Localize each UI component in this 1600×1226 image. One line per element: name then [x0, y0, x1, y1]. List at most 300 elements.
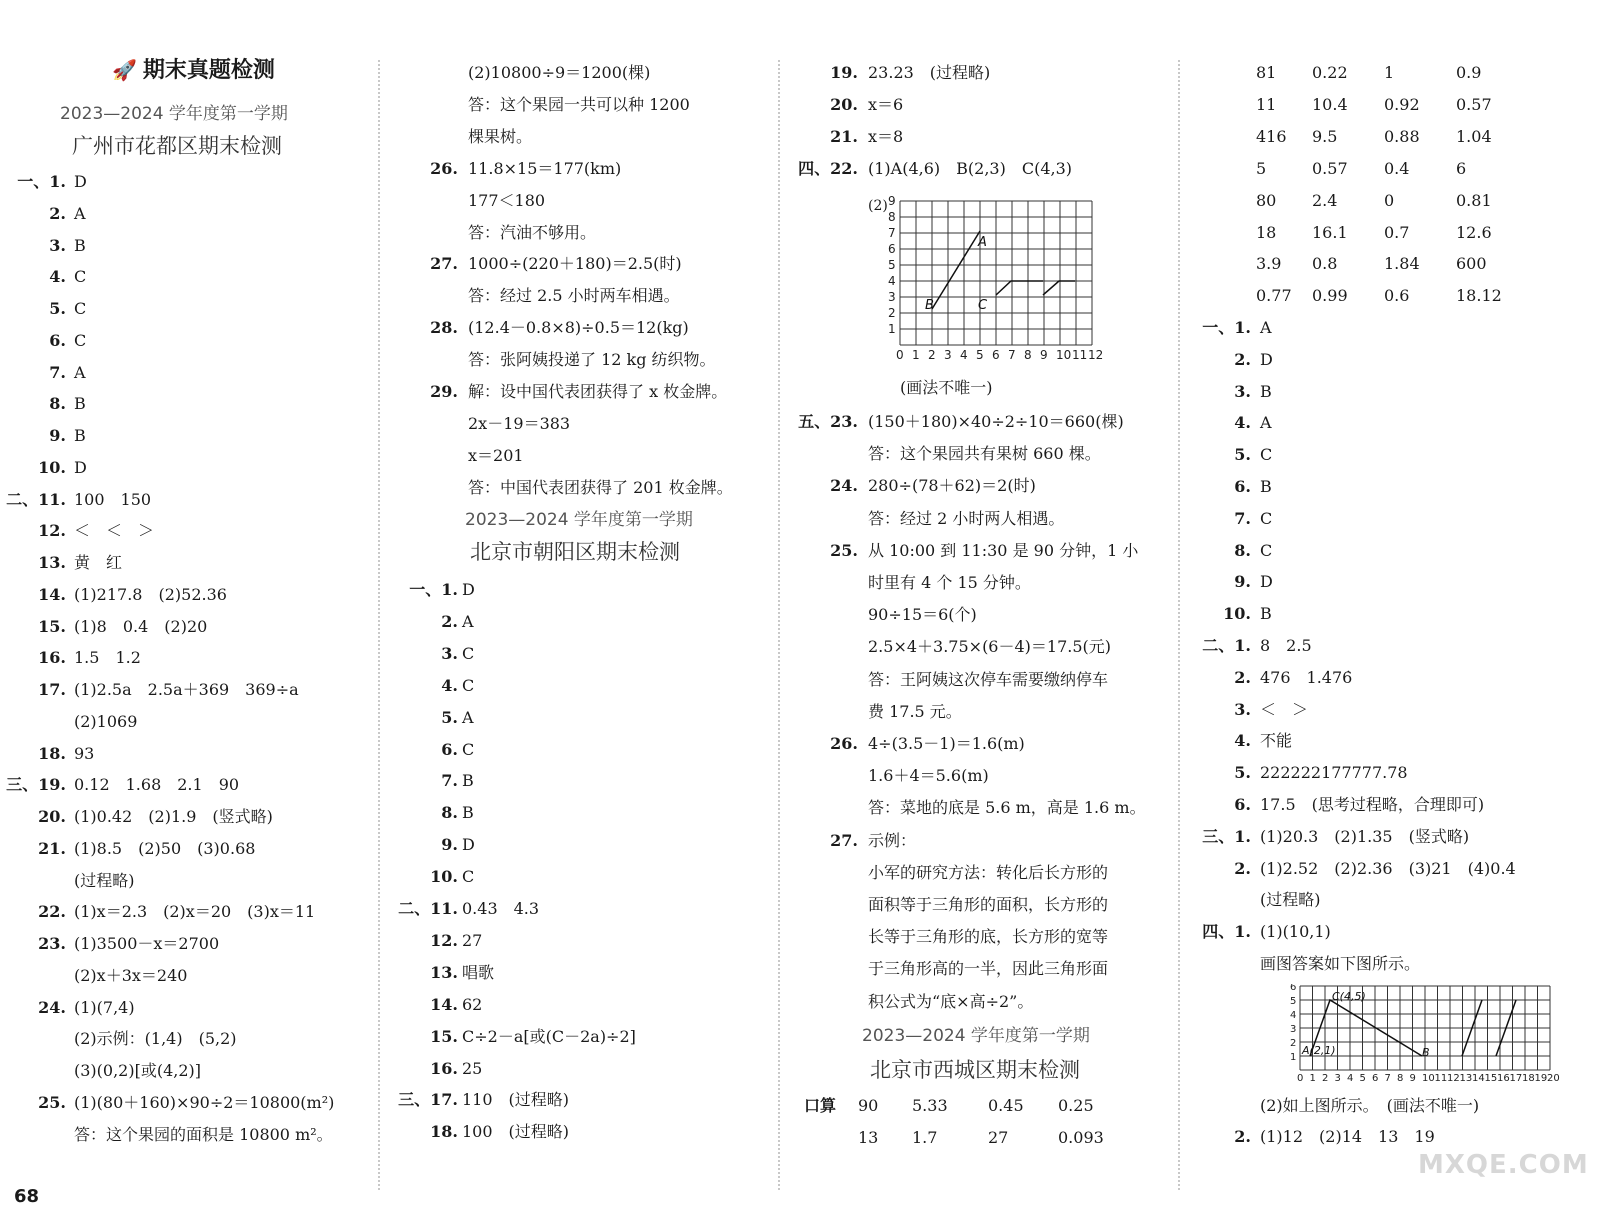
oral-label: 口算 — [804, 1096, 837, 1115]
page-number-text: 68 — [14, 1186, 40, 1207]
table-cell: 0.6 — [1384, 286, 1410, 306]
question-number: 27. — [430, 254, 458, 274]
column-divider — [778, 60, 780, 1190]
table-cell: 16.1 — [1312, 222, 1348, 242]
question-number: 一、1. — [409, 580, 458, 599]
question-number: 26. — [430, 158, 458, 178]
table-cell: 1 — [1384, 63, 1395, 82]
answer-text: 280÷(78＋62)＝2(时) — [868, 476, 1036, 496]
question-number: 18. — [430, 1122, 458, 1142]
answer-text: (1)x＝2.3 (2)x＝20 (3)x＝11 — [74, 902, 316, 922]
answer-text: x＝8 — [868, 127, 904, 146]
oral-cell: 0.45 — [988, 1096, 1024, 1115]
svg-text:0: 0 — [1297, 1073, 1304, 1084]
answer-text: B — [74, 394, 86, 414]
question-number: 8. — [441, 803, 458, 823]
answer-text: 110 (过程略) — [462, 1090, 570, 1110]
term-label: 2023—2024 学年度第一学期 — [60, 104, 288, 124]
question-number: 三、17. — [398, 1090, 458, 1110]
answer-text: 从 10:00 到 11:30 是 90 分钟，1 小 — [868, 540, 1139, 560]
answer-text: (2)示例：(1,4) (5,2) — [74, 1029, 237, 1049]
answer-text: B — [1260, 604, 1272, 624]
table-cell: 2.4 — [1312, 190, 1338, 210]
svg-text:8: 8 — [1397, 1073, 1404, 1084]
question-number: 29. — [430, 382, 458, 401]
question-number: 9. — [49, 426, 66, 445]
svg-text:2: 2 — [1290, 1038, 1297, 1049]
answer-text: 答：菜地的底是 5.6 m，高是 1.6 m。 — [868, 798, 1146, 818]
question-number: 7. — [49, 362, 66, 382]
question-number: 5. — [49, 299, 66, 318]
answer-text: C — [1260, 508, 1273, 528]
svg-text:8: 8 — [1024, 348, 1032, 362]
question-number: 4. — [1234, 731, 1251, 751]
answer-text: C÷2－a[或(C－2a)÷2] — [462, 1026, 636, 1046]
table-cell: 6 — [1456, 158, 1467, 178]
svg-text:17: 17 — [1509, 1073, 1523, 1084]
oral-cell: 90 — [858, 1096, 879, 1115]
question-number: 一、1. — [17, 172, 66, 191]
question-number: 2. — [49, 203, 66, 223]
answer-text: 100 (过程略) — [462, 1122, 570, 1142]
table-cell: 10.4 — [1312, 94, 1348, 114]
section-title-text: 期末真题检测 — [142, 58, 275, 83]
answer-text: (1)(80＋160)×90÷2＝10800(m²) — [74, 1092, 335, 1112]
answer-text: ＜ ＜ ＞ — [74, 521, 155, 541]
table-cell: 600 — [1456, 254, 1487, 274]
answer-text: C — [74, 330, 87, 350]
question-number: 9. — [441, 835, 458, 855]
answer-text: 黄 红 — [74, 553, 123, 572]
question-number: 四、22. — [798, 159, 858, 178]
answer-text: A — [74, 362, 86, 382]
oral-cell: 0.25 — [1058, 1096, 1094, 1115]
answer-text: x＝6 — [868, 95, 904, 114]
question-number: 6. — [441, 739, 458, 759]
svg-text:A: A — [978, 235, 987, 250]
answer-text: 示例： — [868, 830, 917, 850]
grid-label: (2) — [868, 198, 888, 214]
answer-text: A — [74, 203, 86, 223]
svg-text:9: 9 — [888, 195, 896, 208]
answer-text: (1)8 0.4 (2)20 — [74, 616, 208, 636]
question-number: 21. — [38, 838, 66, 858]
svg-text:4: 4 — [960, 348, 968, 362]
answer-text: 解：设中国代表团获得了 x 枚金牌。 — [468, 382, 728, 401]
oral-cell: 1.7 — [912, 1128, 938, 1147]
question-number: 8. — [49, 394, 66, 414]
table-cell: 0.8 — [1312, 254, 1338, 274]
answer-text: (1)12 (2)14 13 19 — [1260, 1127, 1435, 1146]
svg-text:9: 9 — [1409, 1073, 1416, 1084]
answer-text: 答：这个果园一共可以种 1200 — [468, 94, 690, 114]
table-cell: 18 — [1256, 222, 1277, 242]
svg-text:14: 14 — [1472, 1073, 1485, 1084]
table-cell: 11 — [1256, 94, 1277, 114]
question-number: 二、1. — [1202, 636, 1251, 655]
svg-text:5: 5 — [888, 258, 896, 272]
svg-text:C(4,5): C(4,5) — [1332, 990, 1366, 1003]
answer-text: 答：这个果园的面积是 10800 m²。 — [74, 1124, 333, 1144]
svg-text:3: 3 — [944, 348, 952, 362]
question-number: 4. — [49, 267, 66, 287]
table-cell: 0.77 — [1256, 286, 1292, 306]
question-number: 18. — [38, 743, 66, 763]
answer-text: 1.5 1.2 — [74, 648, 141, 668]
answer-text: 8 2.5 — [1260, 636, 1312, 655]
answer-text: 90÷15＝6(个) — [868, 605, 977, 625]
table-cell: 81 — [1256, 63, 1277, 82]
answer-text: 画图答案如下图所示。 — [1260, 954, 1421, 973]
answer-text: 面积等于三角形的面积，长方形的 — [868, 895, 1109, 914]
answer-text: (1)2.52 (2)2.36 (3)21 (4)0.4 — [1260, 858, 1516, 878]
svg-text:4: 4 — [1347, 1073, 1354, 1084]
svg-text:B: B — [925, 298, 934, 313]
svg-text:B: B — [1422, 1046, 1430, 1059]
table-cell: 0.88 — [1384, 126, 1420, 146]
answer-text: D — [462, 835, 475, 855]
answer-text: 93 — [74, 743, 95, 763]
answer-text: 100 150 — [74, 489, 152, 509]
question-number: 26. — [830, 734, 858, 753]
question-number: 14. — [430, 994, 458, 1014]
answer-text: (过程略) — [74, 870, 135, 890]
question-number: 3. — [49, 235, 66, 255]
question-number: 13. — [38, 553, 66, 572]
answer-text: x＝201 — [468, 445, 524, 465]
region-title: 北京市朝阳区期末检测 — [470, 540, 680, 564]
svg-text:7: 7 — [888, 226, 896, 240]
table-cell: 0.4 — [1384, 158, 1410, 178]
answer-text: (3)(0,2)[或(4,2)] — [74, 1061, 202, 1080]
answer-text: 答：这个果园共有果树 660 棵。 — [868, 444, 1101, 464]
question-number: 2. — [1234, 1127, 1251, 1146]
question-number: 8. — [1234, 540, 1251, 560]
answer-text: A — [462, 611, 474, 631]
answer-text: 0.12 1.68 2.1 90 — [74, 775, 240, 795]
answer-text: 答：张阿姨投递了 12 kg 纺织物。 — [468, 350, 716, 370]
answer-text: (2)1069 — [74, 711, 138, 731]
column-divider — [378, 60, 380, 1190]
svg-text:1: 1 — [1290, 1052, 1297, 1063]
column-divider — [1178, 60, 1180, 1190]
term-label: 2023—2024 学年度第一学期 — [862, 1026, 1090, 1046]
coordinate-grid-1 — [880, 195, 1120, 369]
question-number: 15. — [430, 1026, 458, 1046]
answer-text: (2)10800÷9＝1200(棵) — [468, 63, 651, 82]
svg-text:5: 5 — [1359, 1073, 1366, 1084]
question-number: 25. — [38, 1092, 66, 1112]
question-number: 27. — [830, 830, 858, 850]
answer-text: (1)217.8 (2)52.36 — [74, 584, 227, 604]
svg-text:5: 5 — [1290, 996, 1297, 1007]
answer-text: (150＋180)×40÷2÷10＝660(棵) — [868, 412, 1124, 431]
svg-text:11: 11 — [1434, 1073, 1448, 1084]
table-cell: 18.12 — [1456, 286, 1502, 306]
answer-text: 时里有 4 个 15 分钟。 — [868, 573, 1031, 592]
answer-text: C — [462, 867, 475, 887]
question-number: 23. — [38, 934, 66, 953]
answer-text: 不能 — [1260, 731, 1293, 751]
question-number: 25. — [830, 540, 858, 560]
watermark: MXQE.COM — [1418, 1150, 1589, 1180]
coordinate-grid-2 — [1282, 984, 1562, 1088]
answer-text: C — [74, 267, 87, 287]
table-cell: 1.84 — [1384, 254, 1420, 274]
svg-text:12: 12 — [1447, 1073, 1460, 1084]
table-cell: 416 — [1256, 126, 1287, 146]
answer-text: (2)如上图所示。 (画法不唯一) — [1260, 1096, 1480, 1115]
answer-text: 费 17.5 元。 — [868, 701, 962, 721]
svg-text:5: 5 — [976, 348, 984, 362]
question-number: 6. — [1234, 795, 1251, 814]
answer-text: (过程略) — [1260, 890, 1321, 910]
question-number: 4. — [1234, 413, 1251, 433]
answer-text: 1.6＋4＝5.6(m) — [868, 766, 989, 786]
question-number: 9. — [1234, 572, 1251, 592]
svg-text:10: 10 — [1422, 1073, 1435, 1084]
answer-text: 棵果树。 — [468, 126, 533, 146]
answer-text: 222222177777.78 — [1260, 763, 1408, 783]
svg-text:1: 1 — [888, 322, 896, 336]
answer-text: 2x－19＝383 — [468, 413, 571, 433]
question-number: 24. — [38, 997, 66, 1017]
question-number: 14. — [38, 584, 66, 604]
svg-text:10: 10 — [1056, 348, 1072, 362]
svg-text:4: 4 — [1290, 1010, 1297, 1021]
answer-text: B — [74, 235, 86, 255]
question-number: 28. — [430, 318, 458, 338]
table-cell: 0 — [1384, 190, 1395, 210]
answer-text: B — [1260, 477, 1272, 496]
svg-text:6: 6 — [992, 348, 1000, 362]
answer-text: 积公式为“底×高÷2”。 — [868, 991, 1034, 1011]
question-number: 四、1. — [1202, 922, 1251, 942]
question-number: 二、11. — [398, 899, 458, 918]
svg-text:11: 11 — [1072, 348, 1088, 362]
question-number: 24. — [830, 476, 858, 496]
table-cell: 0.81 — [1456, 190, 1492, 210]
term-label: 2023—2024 学年度第一学期 — [465, 510, 693, 530]
svg-text:9: 9 — [1040, 348, 1048, 362]
svg-text:18: 18 — [1522, 1073, 1535, 1084]
table-cell: 0.57 — [1456, 94, 1492, 114]
question-number: 3. — [1234, 699, 1251, 719]
rocket-icon: 🚀 — [112, 58, 137, 82]
question-number: 10. — [38, 457, 66, 477]
answer-text: C — [462, 643, 475, 663]
svg-text:19: 19 — [1534, 1073, 1548, 1084]
question-number: 三、1. — [1202, 826, 1251, 846]
answer-text: (1)A(4,6) B(2,3) C(4,3) — [868, 159, 1073, 178]
question-number: 15. — [38, 616, 66, 636]
answer-text: 答：经过 2 小时两人相遇。 — [868, 508, 1065, 528]
question-number: 三、19. — [6, 775, 66, 795]
svg-text:2: 2 — [928, 348, 936, 362]
answer-text: 唱歌 — [462, 962, 495, 982]
question-number: 7. — [1234, 508, 1251, 528]
svg-text:15: 15 — [1484, 1073, 1498, 1084]
svg-text:20: 20 — [1547, 1073, 1560, 1084]
answer-text: C — [1260, 445, 1273, 465]
table-cell: 0.99 — [1312, 286, 1348, 306]
answer-text: 于三角形高的一半，因此三角形面 — [868, 959, 1109, 979]
question-number: 12. — [38, 521, 66, 541]
answer-text: (1)0.42 (2)1.9 (竖式略) — [74, 807, 273, 826]
answer-text: 17.5 (思考过程略，合理即可) — [1260, 795, 1485, 814]
question-number: 12. — [430, 930, 458, 950]
answer-text: A — [462, 707, 474, 727]
table-cell: 0.22 — [1312, 63, 1348, 82]
svg-text:2: 2 — [888, 306, 896, 320]
question-number: 19. — [830, 63, 858, 82]
answer-text: (1)8.5 (2)50 (3)0.68 — [74, 838, 256, 858]
table-cell: 5 — [1256, 158, 1267, 178]
answer-text: 1000÷(220＋180)＝2.5(时) — [468, 254, 682, 274]
answer-text: ＜ ＞ — [1260, 699, 1309, 719]
question-number: 5. — [1234, 763, 1251, 783]
svg-text:3: 3 — [1290, 1024, 1297, 1035]
answer-text: 4÷(3.5－1)＝1.6(m) — [868, 734, 1025, 753]
table-cell: 80 — [1256, 190, 1277, 210]
page-number — [14, 1186, 39, 1207]
region-title: 北京市西城区期末检测 — [870, 1058, 1080, 1082]
answer-text: 答：汽油不够用。 — [468, 222, 597, 242]
question-number: 22. — [38, 902, 66, 922]
answer-text: (2)x＋3x＝240 — [74, 965, 188, 985]
svg-text:7: 7 — [1008, 348, 1016, 362]
answer-text: 答：王阿姨这次停车需要缴纳停车 — [868, 669, 1109, 689]
svg-text:3: 3 — [1334, 1073, 1341, 1084]
question-number: 17. — [38, 680, 66, 699]
question-number: 一、1. — [1202, 318, 1251, 337]
grid-note: (画法不唯一) — [900, 378, 993, 397]
section-title — [112, 60, 275, 81]
answer-text: C — [74, 299, 87, 318]
svg-text:6: 6 — [1372, 1073, 1379, 1084]
svg-text:13: 13 — [1459, 1073, 1473, 1084]
svg-text:A(2,1): A(2,1) — [1302, 1044, 1336, 1057]
answer-text: D — [74, 172, 87, 191]
question-number: 3. — [1234, 381, 1251, 401]
table-cell: 12.6 — [1456, 222, 1492, 242]
answer-text: 0.43 4.3 — [462, 899, 540, 918]
answer-text: 小军的研究方法：转化后长方形的 — [868, 862, 1109, 882]
question-number: 16. — [38, 648, 66, 668]
oral-cell: 13 — [858, 1128, 879, 1147]
question-number: 7. — [441, 771, 458, 791]
question-number: 2. — [1234, 667, 1251, 687]
svg-text:1: 1 — [1309, 1073, 1316, 1084]
answer-text: C — [1260, 540, 1273, 560]
answer-text: 23.23 (过程略) — [868, 63, 991, 82]
answer-text: (1)(7,4) — [74, 997, 135, 1017]
svg-text:2: 2 — [1322, 1073, 1329, 1084]
answer-text: 答：经过 2.5 小时两车相遇。 — [468, 286, 680, 306]
svg-text:12: 12 — [1088, 348, 1104, 362]
question-number: 10. — [1223, 604, 1251, 624]
oral-cell: 5.33 — [912, 1096, 948, 1115]
answer-text: 2.5×4＋3.75×(6－4)＝17.5(元) — [868, 637, 1112, 657]
svg-text:8: 8 — [888, 210, 896, 224]
question-number: 10. — [430, 867, 458, 887]
question-number: 3. — [441, 643, 458, 663]
answer-text: D — [74, 457, 87, 477]
answer-text: B — [74, 426, 86, 445]
answer-text: D — [1260, 349, 1273, 369]
question-number: 二、11. — [6, 489, 66, 509]
question-number: 16. — [430, 1058, 458, 1078]
answer-text: (1)(10,1) — [1260, 922, 1331, 942]
question-number: 21. — [830, 127, 858, 146]
question-number: 6. — [49, 330, 66, 350]
answer-text: (1)3500－x＝2700 — [74, 934, 220, 953]
question-number: 2. — [441, 611, 458, 631]
answer-text: B — [462, 803, 474, 823]
question-number: 13. — [430, 962, 458, 982]
answer-text: A — [1260, 318, 1272, 337]
answer-text: C — [462, 675, 475, 695]
svg-text:6: 6 — [1290, 984, 1297, 993]
table-cell: 0.57 — [1312, 158, 1348, 178]
answer-text: 11.8×15＝177(km) — [468, 158, 622, 178]
svg-text:4: 4 — [888, 274, 896, 288]
svg-text:3: 3 — [888, 290, 896, 304]
svg-text:7: 7 — [1384, 1073, 1391, 1084]
answer-text: 25 — [462, 1058, 483, 1078]
question-number: 20. — [38, 807, 66, 826]
answer-text: D — [1260, 572, 1273, 592]
answer-text: 177＜180 — [468, 190, 546, 210]
answer-text: (1)20.3 (2)1.35 (竖式略) — [1260, 826, 1470, 846]
answer-text: 62 — [462, 994, 483, 1014]
oral-cell: 27 — [988, 1128, 1009, 1147]
question-number: 20. — [830, 95, 858, 114]
question-number: 5. — [1234, 445, 1251, 465]
answer-text: B — [462, 771, 474, 791]
svg-text:16: 16 — [1497, 1073, 1510, 1084]
oral-cell: 0.093 — [1058, 1128, 1104, 1147]
table-cell: 0.9 — [1456, 63, 1482, 82]
answer-text: A — [1260, 413, 1272, 433]
answer-text: D — [462, 580, 475, 599]
answer-text: 答：中国代表团获得了 201 枚金牌。 — [468, 477, 733, 497]
answer-text: 27 — [462, 930, 483, 950]
answer-text: (12.4－0.8×8)÷0.5＝12(kg) — [468, 318, 689, 338]
answer-text: 476 1.4̇76̇ — [1260, 667, 1353, 687]
region-title: 广州市花都区期末检测 — [72, 134, 282, 158]
svg-text:1: 1 — [912, 348, 920, 362]
svg-text:C: C — [978, 298, 988, 313]
answer-text: B — [1260, 381, 1272, 401]
svg-text:0: 0 — [896, 348, 904, 362]
answer-text: C — [462, 739, 475, 759]
table-cell: 3.9 — [1256, 254, 1282, 274]
question-number: 五、23. — [798, 412, 858, 431]
question-number: 6. — [1234, 477, 1251, 496]
answer-text: (1)2.5a 2.5a＋369 369÷a — [74, 680, 299, 699]
question-number: 4. — [441, 675, 458, 695]
question-number: 5. — [441, 707, 458, 727]
table-cell: 0.92 — [1384, 94, 1420, 114]
table-cell: 0.7 — [1384, 222, 1410, 242]
svg-text:6: 6 — [888, 242, 896, 256]
question-number: 2. — [1234, 349, 1251, 369]
table-cell: 9.5 — [1312, 126, 1338, 146]
answer-text: 长等于三角形的底，长方形的宽等 — [868, 927, 1109, 947]
question-number: 2. — [1234, 858, 1251, 878]
table-cell: 1.04 — [1456, 126, 1492, 146]
